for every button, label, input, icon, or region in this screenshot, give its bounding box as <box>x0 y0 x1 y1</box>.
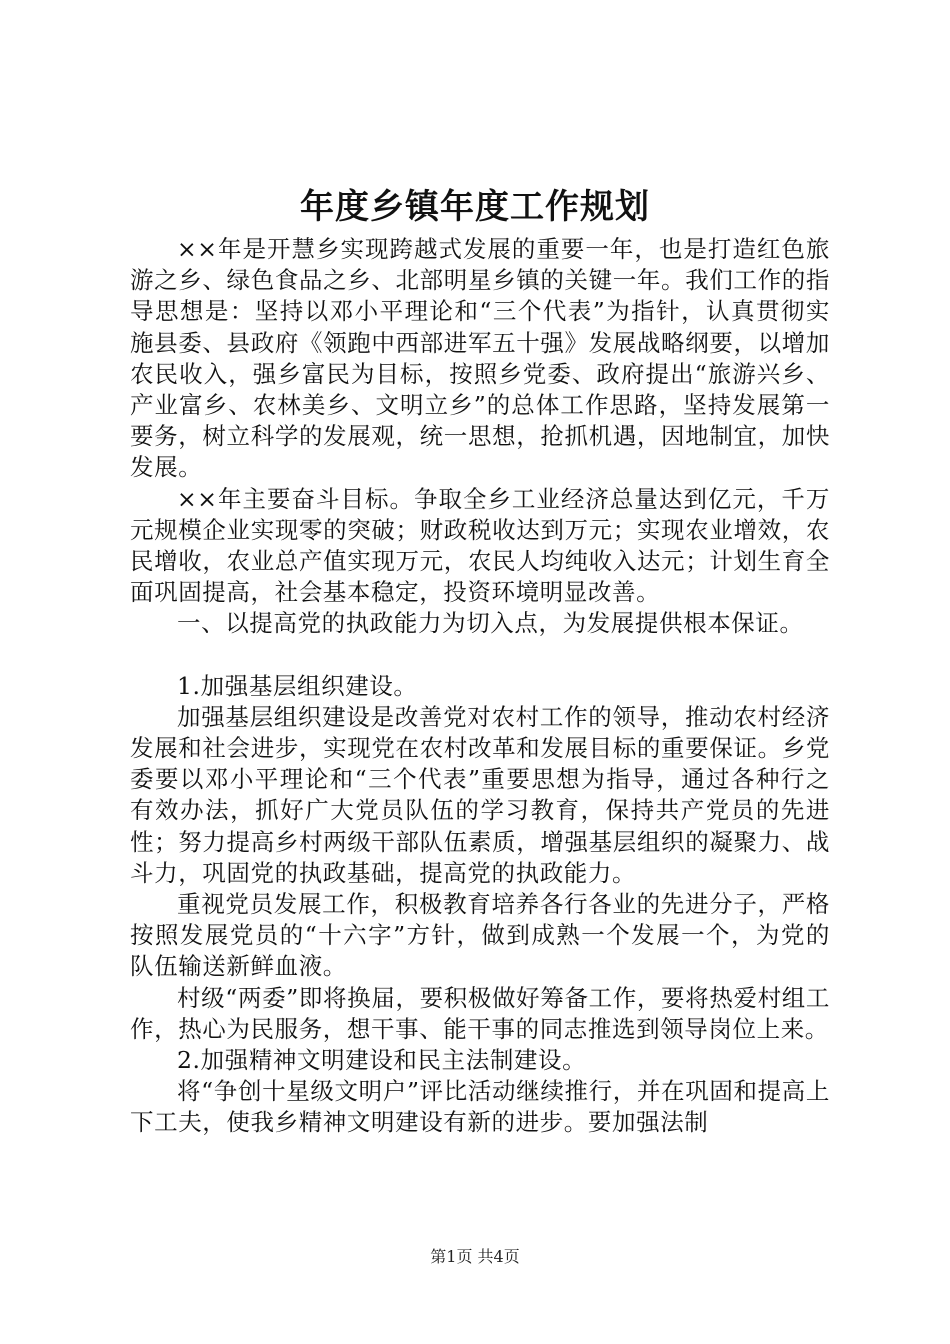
paragraph-spacer <box>130 640 830 671</box>
document-title: 年度乡镇年度工作规划 <box>300 187 650 227</box>
paragraph-village-committee-election: 村级“两委”即将换届，要积极做好筹备工作，要将热爱村组工作，热心为民服务，想干事、能干事的同志推选到领导岗位上来。 <box>130 983 830 1043</box>
subsection-heading-2: 2.加强精神文明建设和民主法制建设。 <box>177 1046 587 1075</box>
paragraph-guiding-thought: ××年是开慧乡实现跨越式发展的重要一年，也是打造红色旅游之乡、绿色食品之乡、北部明星乡镇的关键一年。我们工作的指导思想是：坚持以邓小平理论和“三个代表”为指针，认真贯彻实施县委、县政府《领跑中西部进军五十强》发展战略纲要，以增加农民收入，强乡富民为目标，按照乡党委、政府提出“旅游兴乡、产业富乡、农林美乡、文明立乡”的总体工作思路，坚持发展第一要务，树立科学的发展观，统一思想，抢抓机遇，因地制宜，加快发展。 <box>130 235 830 482</box>
subsection-heading-1: 1.加强基层组织建设。 <box>177 671 418 700</box>
page-number: 第1页 共4页 <box>430 1247 520 1266</box>
paragraph-main-goals: ××年主要奋斗目标。争取全乡工业经济总量达到亿元，千万元规模企业实现零的突破；财政税收达到万元；实现农业增效，农民增收，农业总产值实现万元，农民人均纯收入达元；计划生育全面巩固提高，社会基本稳定，投资环境明显改善。 <box>130 484 830 607</box>
paragraph-party-member-development: 重视党员发展工作，积极教育培养各行各业的先进分子，严格按照发展党员的“十六字”方针，做到成熟一个发展一个，为党的队伍输送新鲜血液。 <box>130 890 830 981</box>
paragraph-grassroots-organization: 加强基层组织建设是改善党对农村工作的领导，推动农村经济发展和社会进步，实现党在农村改革和发展目标的重要保证。乡党委要以邓小平理论和“三个代表”重要思想为指导，通过各种行之有效办法，抓好广大党员队伍的学习教育，保持共产党员的先进性；努力提高乡村两级干部队伍素质，增强基层组织的凝聚力、战斗力，巩固党的执政基础，提高党的执政能力。 <box>130 702 830 887</box>
paragraph-civilization-construction: 将“争创十星级文明户”评比活动继续推行，并在巩固和提高上下工夫，使我乡精神文明建设有新的进步。要加强法制 <box>130 1077 830 1137</box>
document-body <box>130 234 830 1139</box>
section-heading-1: 一、以提高党的执政能力为切入点，为发展提供根本保证。 <box>177 609 804 638</box>
